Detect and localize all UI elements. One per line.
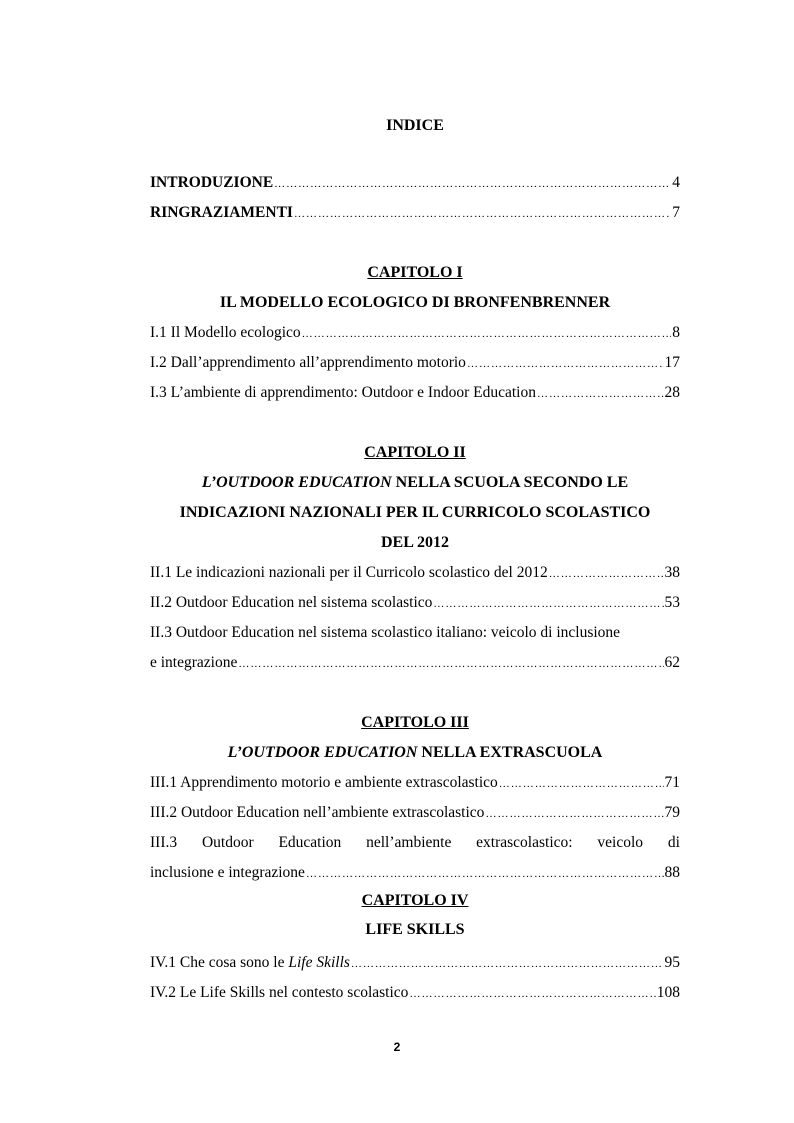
toc-entry-page: 108: [656, 984, 680, 1001]
chapter-2-subtitle-rest: NELLA SCUOLA SECONDO LE: [391, 474, 629, 491]
toc-entry-introduzione[interactable]: [150, 173, 680, 194]
chapter-2-heading: CAPITOLO II: [364, 444, 466, 461]
word: nell’ambiente: [366, 834, 452, 851]
dot-leader: [409, 984, 655, 1004]
toc-entry-page: 79: [664, 804, 680, 821]
chapter-1-subtitle: IL MODELLO ECOLOGICO DI BRONFENBRENNER: [219, 294, 611, 311]
toc-entry-label: [150, 953, 350, 973]
dot-leader: [274, 174, 671, 194]
toc-entry-page: 71: [664, 774, 680, 791]
word: veicolo: [597, 834, 644, 851]
toc-entry[interactable]: [150, 563, 680, 584]
toc-entry-label: II.1 Le indicazioni nazionali per il Curricolo scolastico del 2012: [150, 564, 548, 581]
dot-leader: [351, 954, 664, 974]
chapter-2-subtitle-italic: L’OUTDOOR EDUCATION: [201, 474, 392, 491]
toc-entry[interactable]: [150, 653, 680, 674]
toc-entry-label: I.3 L’ambiente di apprendimento: Outdoor e Indoor Education: [150, 384, 536, 401]
toc-entry[interactable]: [150, 323, 680, 344]
chapter-4-subtitle: LIFE SKILLS: [365, 921, 465, 938]
toc-entry-page: 4: [672, 174, 680, 191]
dot-leader: [549, 564, 664, 584]
toc-entry[interactable]: [150, 953, 680, 974]
chapter-2-subtitle: [150, 473, 680, 493]
page-number: 2: [393, 1040, 401, 1054]
dot-leader: [537, 384, 664, 404]
toc-entry-justified-line[interactable]: [150, 833, 680, 853]
word: Education: [278, 834, 342, 851]
toc-entry-label: INTRODUZIONE: [150, 174, 274, 191]
toc-entry-label: II.2 Outdoor Education nel sistema scolastico: [150, 594, 433, 611]
toc-entry-page: 88: [664, 864, 680, 881]
toc-entry[interactable]: [150, 773, 680, 794]
dot-leader: [294, 204, 671, 224]
chapter-3-subtitle-rest: NELLA EXTRASCUOLA: [417, 744, 603, 761]
index-title: INDICE: [386, 117, 444, 134]
toc-entry-label: I.2 Dall’apprendimento all’apprendimento motorio: [150, 354, 466, 371]
toc-entry-label: II.3 Outdoor Education nel sistema scolastico italiano: veicolo di inclusione: [150, 624, 621, 641]
word: di: [667, 834, 680, 851]
toc-entry-label: III.2 Outdoor Education nell’ambiente extrascolastico: [150, 804, 485, 821]
dot-leader: [485, 804, 663, 824]
toc-entry-page: 95: [664, 954, 680, 971]
toc-entry[interactable]: [150, 803, 680, 824]
toc-entry-page: 8: [672, 324, 680, 341]
toc-entry[interactable]: [150, 353, 680, 374]
toc-entry-label: III.1 Apprendimento motorio e ambiente extrascolastico: [150, 774, 498, 791]
toc-entry[interactable]: [150, 863, 680, 884]
toc-entry-page: 53: [664, 594, 680, 611]
toc-entry-page: 62: [664, 654, 680, 671]
toc-entry-page: 38: [664, 564, 680, 581]
toc-entry-label-italic: Life Skills: [288, 954, 350, 971]
toc-entry-label-prefix: IV.1 Che cosa sono le: [150, 954, 289, 971]
toc-entry-label: IV.2 Le Life Skills nel contesto scolastico: [150, 984, 409, 1001]
toc-entry-label: RINGRAZIAMENTI: [150, 204, 293, 221]
toc-entry[interactable]: [150, 983, 680, 1004]
word: extrascolastico:: [476, 834, 573, 851]
dot-leader: [433, 594, 663, 614]
toc-entry[interactable]: [150, 383, 680, 404]
word: Outdoor: [201, 834, 254, 851]
toc-entry-page: 17: [664, 354, 680, 371]
chapter-3-heading: CAPITOLO III: [361, 714, 469, 731]
chapter-2-subtitle-line3: DEL 2012: [380, 534, 449, 551]
dot-leader: [302, 324, 672, 344]
dot-leader: [306, 864, 664, 884]
toc-entry-label: I.1 Il Modello ecologico: [150, 324, 301, 341]
toc-entry-line1[interactable]: [150, 623, 680, 643]
toc-entry-ringraziamenti[interactable]: [150, 203, 680, 224]
document-page: [150, 0, 680, 1123]
chapter-3-subtitle: [150, 743, 680, 763]
toc-entry-page: 28: [664, 384, 680, 401]
dot-leader: [238, 654, 663, 674]
chapter-3-subtitle-italic: L’OUTDOOR EDUCATION: [227, 744, 418, 761]
dot-leader: [467, 354, 664, 374]
toc-entry-label: inclusione e integrazione: [150, 864, 305, 881]
chapter-2-subtitle-line2: INDICAZIONI NAZIONALI PER IL CURRICOLO SCOLASTICO: [179, 504, 651, 521]
toc-entry-page: 7: [672, 204, 680, 221]
toc-entry-label: e integrazione: [150, 654, 238, 671]
toc-entry[interactable]: [150, 593, 680, 614]
word: III.3: [150, 834, 178, 851]
dot-leader: [499, 774, 664, 794]
chapter-4-heading: CAPITOLO IV: [361, 892, 469, 909]
chapter-1-heading: CAPITOLO I: [367, 264, 463, 281]
